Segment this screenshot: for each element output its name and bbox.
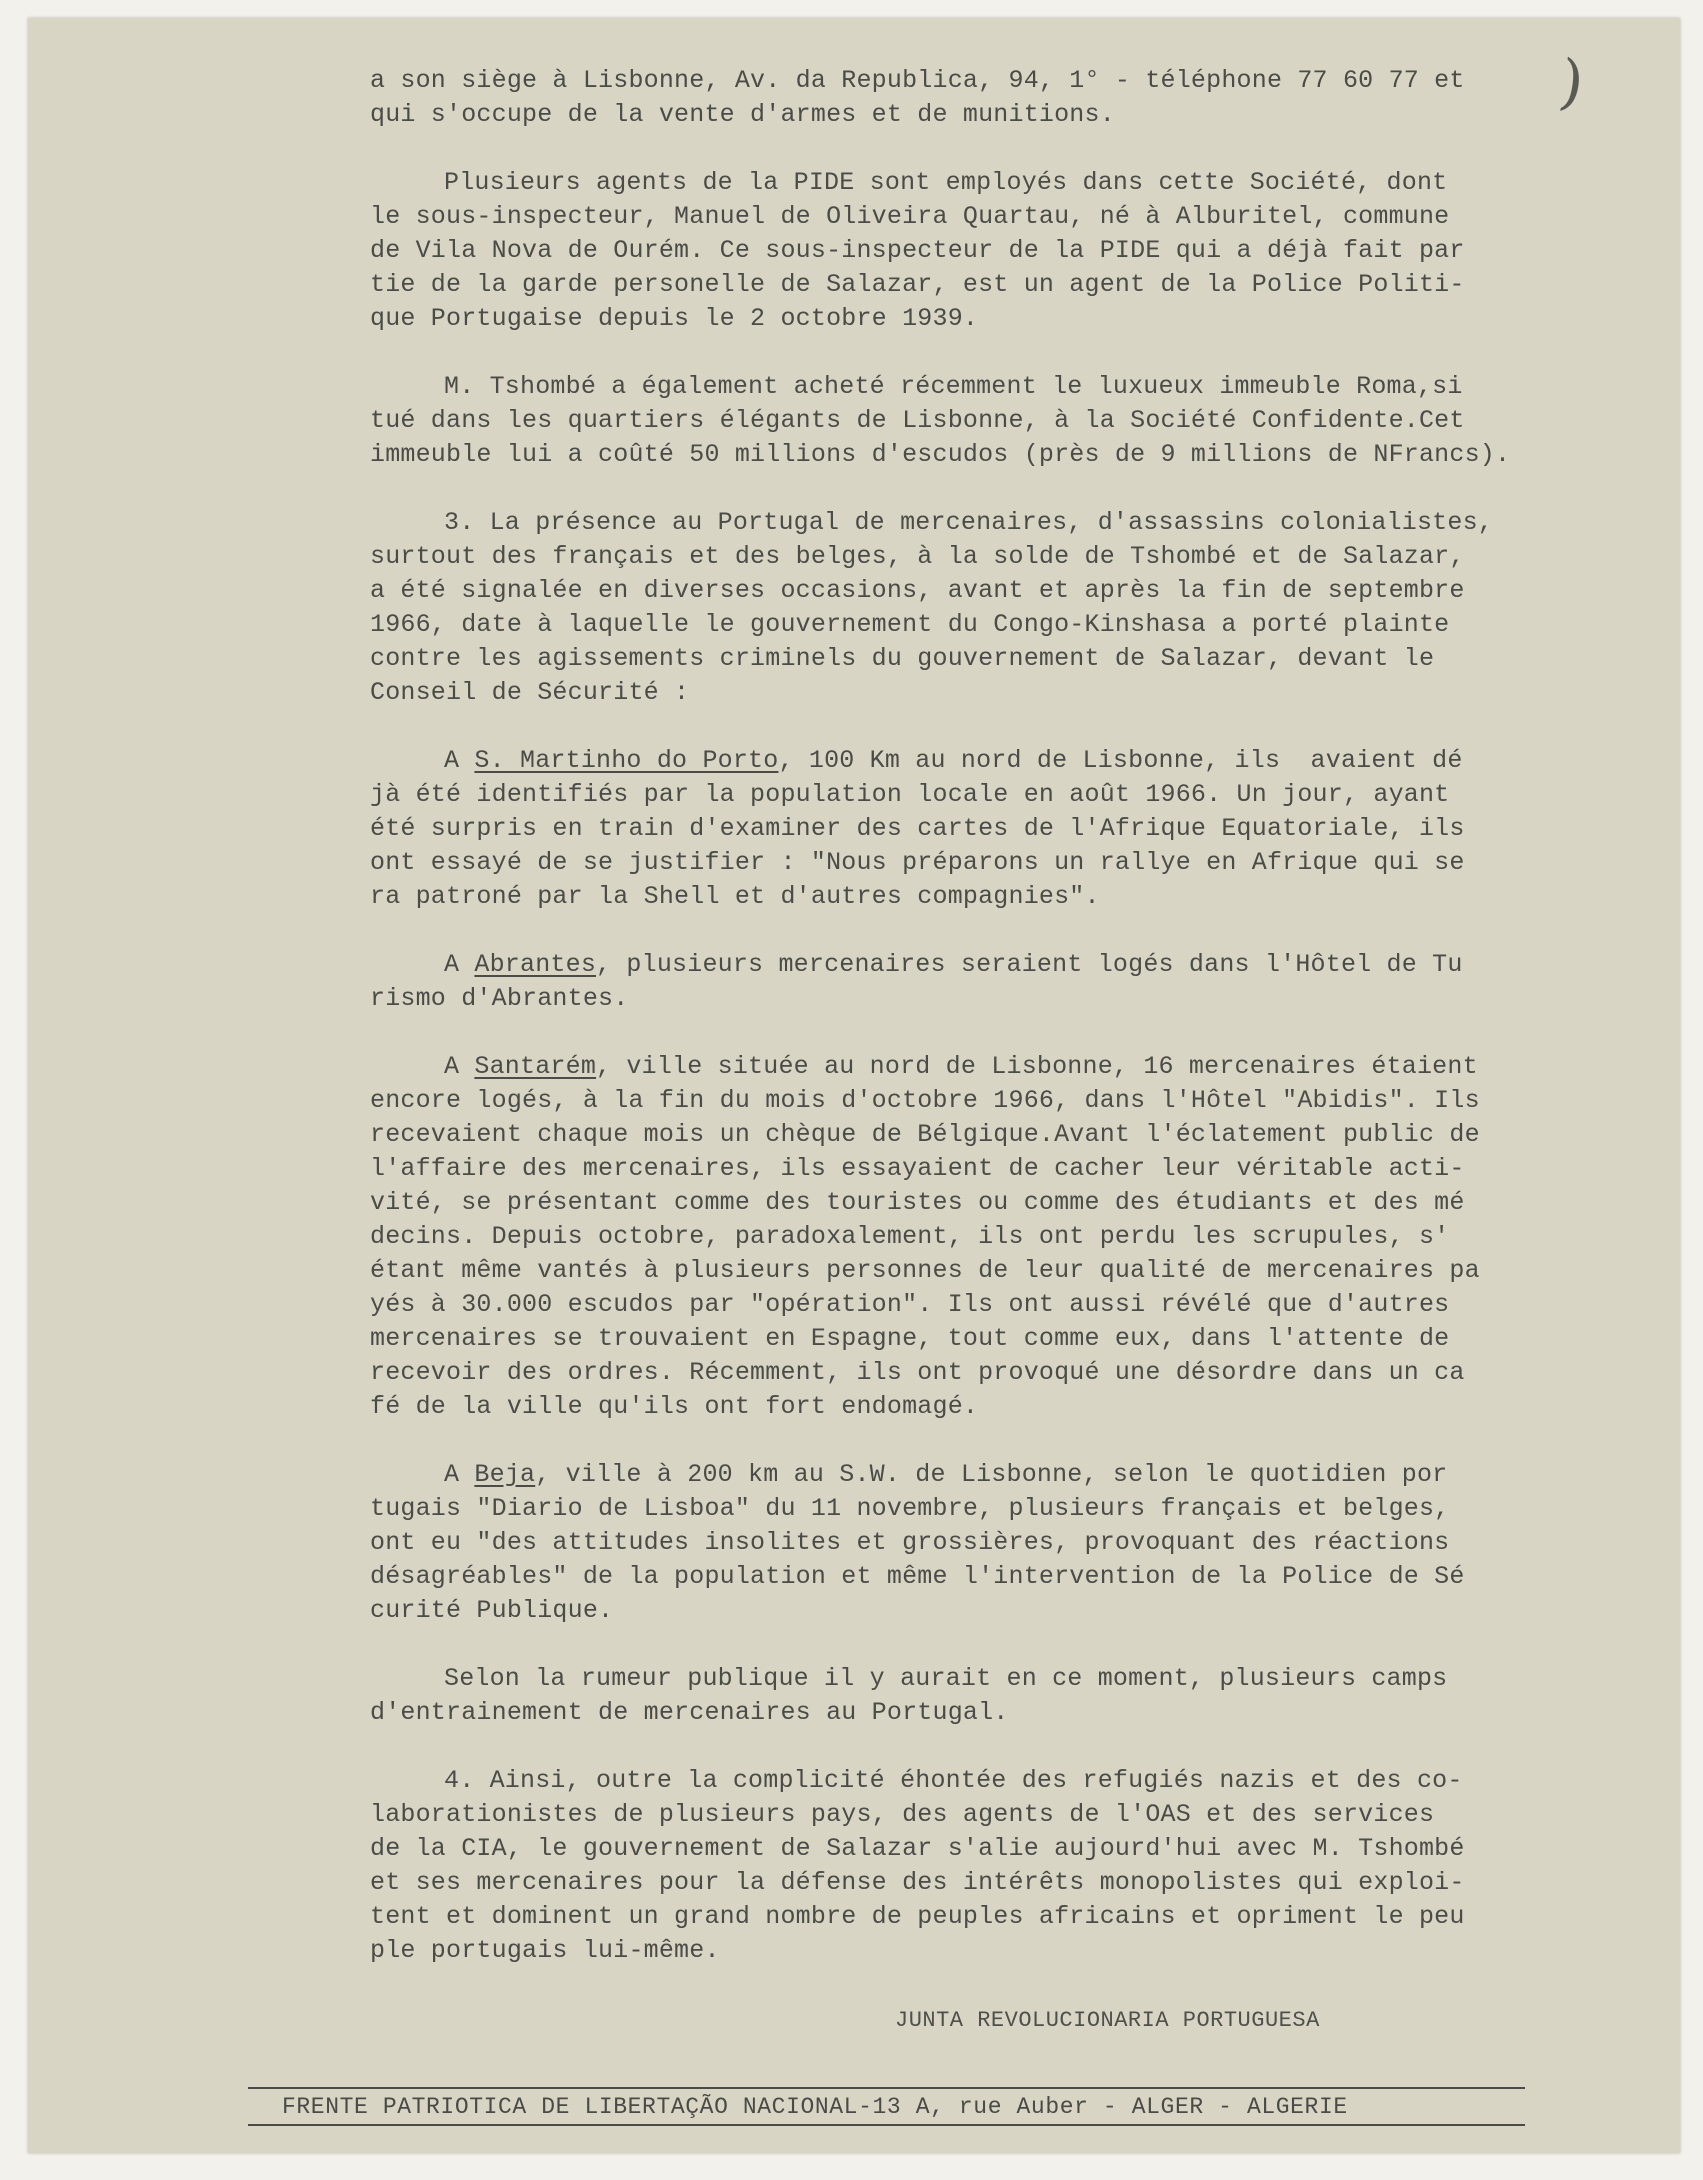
text-segment: d'entrainement de mercenaires au Portugal. <box>370 1698 1009 1727</box>
text-segment: curité Publique. <box>370 1596 614 1625</box>
paragraph <box>370 744 1550 914</box>
text-segment: l'affaire des mercenaires, ils essayaient de cacher leur véritable acti- <box>370 1154 1465 1183</box>
text-segment: A <box>444 950 475 979</box>
text-segment: recevoir des ordres. Récemment, ils ont provoqué une désordre dans un ca <box>370 1358 1465 1387</box>
text-line <box>370 370 1550 404</box>
text-line <box>370 1832 1550 1866</box>
text-line <box>370 778 1550 812</box>
text-segment: Conseil de Sécurité : <box>370 678 690 707</box>
text-segment: tent et dominent un grand nombre de peuples africains et opriment le peu <box>370 1902 1465 1931</box>
text-segment: ont eu "des attitudes insolites et grossières, provoquant des réactions <box>370 1528 1450 1557</box>
text-segment: immeuble lui a coûté 50 millions d'escudos (près de 9 millions de NFrancs). <box>370 440 1511 469</box>
text-line <box>370 846 1550 880</box>
text-segment: qui s'occupe de la vente d'armes et de munitions. <box>370 100 1115 129</box>
text-segment: 3. La présence au Portugal de mercenaires, d'assassins colonialistes, <box>444 508 1493 537</box>
text-segment: A <box>444 1052 475 1081</box>
text-line <box>370 1662 1550 1696</box>
text-line <box>370 1492 1550 1526</box>
text-segment: Selon la rumeur publique il y aurait en ce moment, plusieurs camps <box>444 1664 1448 1693</box>
text-segment: ra patroné par la Shell et d'autres compagnies". <box>370 882 1100 911</box>
text-segment: tie de la garde personelle de Salazar, est un agent de la Police Politi- <box>370 270 1465 299</box>
text-line <box>370 1220 1550 1254</box>
paragraph <box>370 1050 1550 1424</box>
text-segment: Plusieurs agents de la PIDE sont employés dans cette Société, dont <box>444 168 1448 197</box>
text-line <box>370 166 1550 200</box>
text-line <box>370 1288 1550 1322</box>
text-segment: vité, se présentant comme des touristes ou comme des étudiants et des mé <box>370 1188 1465 1217</box>
text-line <box>370 642 1550 676</box>
page-margin-mark: ) <box>1555 46 1589 120</box>
text-line <box>370 234 1550 268</box>
underlined-place-name: Abrantes <box>474 950 597 979</box>
text-line <box>370 982 1550 1016</box>
text-line <box>370 1594 1550 1628</box>
text-segment: le sous-inspecteur, Manuel de Oliveira Quartau, né à Alburitel, commune <box>370 202 1450 231</box>
text-segment: étant même vantés à plusieurs personnes de leur qualité de mercenaires pa <box>370 1256 1480 1285</box>
text-segment: A <box>444 1460 475 1489</box>
text-line <box>370 1186 1550 1220</box>
text-line <box>370 1798 1550 1832</box>
text-line <box>370 1458 1550 1492</box>
text-segment: tué dans les quartiers élégants de Lisbonne, à la Société Confidente.Cet <box>370 406 1465 435</box>
text-segment: A <box>444 746 475 775</box>
text-line <box>370 1118 1550 1152</box>
text-line <box>370 1254 1550 1288</box>
text-line <box>370 302 1550 336</box>
text-segment: decins. Depuis octobre, paradoxalement, ils ont perdu les scrupules, s' <box>370 1222 1450 1251</box>
signature: JUNTA REVOLUCIONARIA PORTUGUESA <box>895 2008 1320 2033</box>
text-line <box>370 1050 1550 1084</box>
text-line <box>370 404 1550 438</box>
paragraph <box>370 1458 1550 1628</box>
footer-rule-bottom <box>248 2124 1525 2126</box>
underlined-place-name: S. Martinho do Porto <box>474 746 779 775</box>
text-line <box>370 1390 1550 1424</box>
text-line <box>370 744 1550 778</box>
text-segment: désagréables" de la population et même l'intervention de la Police de Sé <box>370 1562 1465 1591</box>
text-line <box>370 1084 1550 1118</box>
text-line <box>370 1934 1550 1968</box>
text-line <box>370 608 1550 642</box>
text-line <box>370 574 1550 608</box>
text-segment: tugais "Diario de Lisboa" du 11 novembre, plusieurs français et belges, <box>370 1494 1450 1523</box>
text-segment: contre les agissements criminels du gouvernement de Salazar, devant le <box>370 644 1435 673</box>
text-segment: a son siège à Lisbonne, Av. da Republica, 94, 1° - téléphone 77 60 77 et <box>370 66 1465 95</box>
text-line <box>370 506 1550 540</box>
paragraph <box>370 506 1550 710</box>
paragraph <box>370 948 1550 1016</box>
document-body <box>370 64 1550 2002</box>
paragraph <box>370 370 1550 472</box>
text-segment: ont essayé de se justifier : "Nous préparons un rallye en Afrique qui se <box>370 848 1465 877</box>
text-line <box>370 1322 1550 1356</box>
paragraph <box>370 1764 1550 1968</box>
text-segment: , ville située au nord de Lisbonne, 16 mercenaires étaient <box>596 1052 1478 1081</box>
paragraph <box>370 64 1550 132</box>
text-segment: de la CIA, le gouvernement de Salazar s'alie aujourd'hui avec M. Tshombé <box>370 1834 1465 1863</box>
text-segment: a été signalée en diverses occasions, avant et après la fin de septembre <box>370 576 1465 605</box>
text-line <box>370 1900 1550 1934</box>
text-line <box>370 1526 1550 1560</box>
text-line <box>370 1764 1550 1798</box>
text-line <box>370 438 1550 472</box>
text-line <box>370 948 1550 982</box>
text-line <box>370 268 1550 302</box>
text-segment: surtout des français et des belges, à la solde de Tshombé et de Salazar, <box>370 542 1465 571</box>
text-line <box>370 98 1550 132</box>
footer-rule-top <box>248 2087 1525 2089</box>
text-line <box>370 676 1550 710</box>
text-line <box>370 812 1550 846</box>
text-segment: jà été identifiés par la population locale en août 1966. Un jour, ayant <box>370 780 1450 809</box>
underlined-place-name: Santarém <box>474 1052 597 1081</box>
text-segment: , plusieurs mercenaires seraient logés dans l'Hôtel de Tu <box>596 950 1463 979</box>
paragraph <box>370 166 1550 336</box>
text-segment: M. Tshombé a également acheté récemment le luxueux immeuble Roma,si <box>444 372 1463 401</box>
text-line <box>370 200 1550 234</box>
text-segment: 4. Ainsi, outre la complicité éhontée des refugiés nazis et des co- <box>444 1766 1463 1795</box>
text-segment: mercenaires se trouvaient en Espagne, tout comme eux, dans l'attente de <box>370 1324 1450 1353</box>
text-segment: que Portugaise depuis le 2 octobre 1939. <box>370 304 979 333</box>
text-line <box>370 1866 1550 1900</box>
text-segment: laborationistes de plusieurs pays, des agents de l'OAS et des services <box>370 1800 1435 1829</box>
paragraph <box>370 1662 1550 1730</box>
text-segment: , ville à 200 km au S.W. de Lisbonne, selon le quotidien por <box>535 1460 1448 1489</box>
text-line <box>370 1356 1550 1390</box>
text-line <box>370 1696 1550 1730</box>
underlined-place-name: Beja <box>474 1460 536 1489</box>
text-line <box>370 64 1550 98</box>
text-line <box>370 540 1550 574</box>
text-segment: fé de la ville qu'ils ont fort endomagé. <box>370 1392 979 1421</box>
text-segment: rismo d'Abrantes. <box>370 984 629 1013</box>
text-segment: 1966, date à laquelle le gouvernement du Congo-Kinshasa a porté plainte <box>370 610 1450 639</box>
text-segment: , 100 Km au nord de Lisbonne, ils avaient dé <box>778 746 1463 775</box>
footer-address: FRENTE PATRIOTICA DE LIBERTAÇÃO NACIONAL-13 A, rue Auber - ALGER - ALGERIE <box>282 2094 1348 2120</box>
text-segment: ple portugais lui-même. <box>370 1936 720 1965</box>
text-segment: encore logés, à la fin du mois d'octobre 1966, dans l'Hôtel "Abidis". Ils <box>370 1086 1480 1115</box>
text-segment: été surpris en train d'examiner des cartes de l'Afrique Equatoriale, ils <box>370 814 1465 843</box>
text-segment: de Vila Nova de Ourém. Ce sous-inspecteur de la PIDE qui a déjà fait par <box>370 236 1465 265</box>
text-segment: recevaient chaque mois un chèque de Bélgique.Avant l'éclatement public de <box>370 1120 1480 1149</box>
text-segment: yés à 30.000 escudos par "opération". Ils ont aussi révélé que d'autres <box>370 1290 1450 1319</box>
text-line <box>370 1560 1550 1594</box>
text-line <box>370 880 1550 914</box>
text-line <box>370 1152 1550 1186</box>
text-segment: et ses mercenaires pour la défense des intérêts monopolistes qui exploi- <box>370 1868 1465 1897</box>
